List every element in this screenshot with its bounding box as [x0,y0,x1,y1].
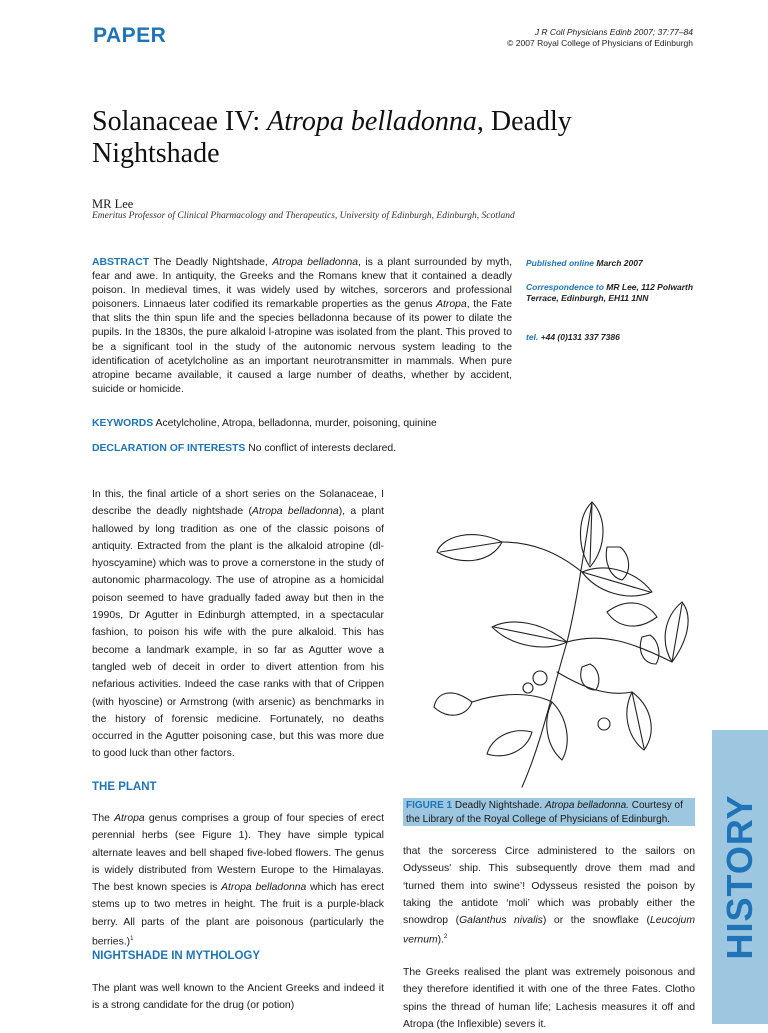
leaf [627,692,651,750]
caption-italic: Atropa belladonna. [544,800,629,811]
caption-text: Deadly Nightshade. [452,800,545,811]
keywords-text: Acetylcholine, Atropa, belladonna, murder, poisoning, quinine [153,418,437,429]
keywords [92,418,512,429]
body-text: The [92,813,115,824]
correspondence [526,282,696,304]
author-name: MR Lee [92,197,134,211]
body-text: genus comprises a group of four species of erect perennial herbs (see Figure 1). They have simple typical alternate leaves and bell shaped five-lobed flowers. The genus is widely distributed from Western Europe to the Himalayas. The best known species is [92,813,384,894]
berry [598,718,610,730]
belladonna-illustration [432,492,694,792]
abstract-italic: Atropa [436,299,467,311]
leaf [487,731,532,756]
body-italic: Leucojum vernum [403,915,695,946]
branch [472,695,552,703]
abstract-text: The Deadly Nightshade, [149,257,273,268]
tel-label: tel. [526,332,539,342]
declaration-text: No conflict of interests declared. [245,443,397,454]
section-tab-label: HISTORY [719,794,760,960]
abstract [92,256,512,397]
body-text: ). [437,934,445,946]
published-label: Published online [526,258,595,268]
body-text: ) or the snowflake ( [542,915,650,927]
section-heading-plant: THE PLANT [92,781,157,793]
leaf-vein [440,542,502,552]
column2-paragraph-1 [403,843,695,949]
tel-value: +44 (0)131 337 7386 [538,332,620,342]
journal-reference [507,27,693,49]
body-text: which has erect stems up to two metres in height. The fruit is a purple-black berry. All parts of the plant are poisonous (particularly the berries.) [92,882,384,948]
article-title [92,106,652,170]
keywords-label: KEYWORDS [92,418,154,429]
journal-citation: J R Coll Physicians Edinb 2007; 37:77–84 [534,27,693,37]
body-text: In this, the final article of a short series on the Solanaceae, I describe the deadly nightshade ( [92,489,384,518]
body-italic: Atropa [114,813,145,824]
paper-label: PAPER [93,24,167,47]
section-heading-mythology: NIGHTSHADE IN MYTHOLOGY [92,950,261,962]
leaf [434,693,472,715]
published-value: March 2007 [594,258,643,268]
leaf [547,702,567,760]
copyright-line: © 2007 Royal College of Physicians of Edinburgh [507,38,693,48]
declaration-label: DECLARATION OF INTERESTS [92,443,246,454]
figure-label: FIGURE 1 [406,800,453,811]
correspondence-value: MR Lee, 112 Polwarth Terrace, Edinburgh, EH11 1NN [526,282,694,303]
abstract-italic: Atropa belladonna [272,257,359,268]
reference-marker: 2 [444,934,448,941]
published-online [526,258,696,269]
berry [533,671,547,685]
body-text: that the sorceress Circe administered to the sailors on Odysseus' ship. This subsequently drove them mad and ‘turned them into swine’! Odysseus resisted the poison by taking the antidote ‘moli’ which was probably either the snowdrop ( [403,846,695,927]
leaf-vein [672,604,682,662]
correspondence-label: Correspondence to [526,282,604,292]
column2-paragraph-2: The Greeks realised the plant was extremely poisonous and they therefore identified it with one of the three Fates. Clotho spins the thread of human life; Lachesis measures it off and Atropa (the Inflexible) severs it. [403,967,695,1030]
berry [523,683,533,693]
title-part-3: , Deadly Nightshade [92,106,572,169]
reference-marker: 1 [130,936,134,943]
body-text: ), a plant hallowed by long tradition as one of the classic poisons of antiquity. Extracted from the plant is the alkaloid atropine (dl-hyoscyamine) which was to prove a cornerstone in the study of autonomic pharmacology. The use of atropine as a homicidal poison seemed to have gradually faded away but then in the 1990s, Dr Agutter in Edinburgh attempted, in a spectacular fashion, to poison his wife with the pure alkaloid. This has become a landmark example, in so far as Agutter wove a tangled web of deceit in order to divert attention from his nefarious activities. Indeed the case ranks with that of Crippen (with hyoscine) or Armstrong (with arsenic) as benchmarks in the history of forensic medicine. Fortunately, no deaths occurred in the Agutter poisoning case, but this was more due to good luck than other factors. [92,506,384,760]
body-italic: Galanthus nivalis [459,915,543,927]
title-part-1: Solanaceae IV: [92,106,268,137]
title-species: Atropa belladonna [267,106,477,137]
figure-caption [403,798,695,826]
declaration-of-interests [92,443,512,454]
body-italic: Atropa belladonna [221,882,307,894]
flower [606,547,628,580]
section-tab [712,730,768,1024]
caption-text: Courtesy of the Library of the Royal College of Physicians of Edinburgh. [406,800,683,825]
abstract-text: , the Fate that slits the thin spun life and the species belladonna because of its power to dilate the pupils. In the 1830s, the pure alkaloid l-atropine was isolated from the plant. This proved to be a significant tool in the study of the autonomic nervous system leading to the identification of acetylcholine as an important neurotransmitter in mammals. When pure atropine became available, it caused a large number of deaths, whether by accident, suicide or homicide. [92,299,512,395]
branch [502,542,582,572]
leaf [607,603,657,626]
intro-paragraph [92,486,384,763]
author-affiliation: Emeritus Professor of Clinical Pharmacology and Therapeutics, University of Edinburgh, Edinburgh, Scotland [92,211,515,221]
mythology-paragraph: The plant was well known to the Ancient Greeks and indeed it is a strong candidate for the drug (or potion) [92,983,384,1012]
body-italic: Atropa belladonna [251,506,339,518]
abstract-text: , is a plant surrounded by myth, fear and awe. In antiquity, the Greeks and the Romans knew that it contained a deadly poison. In medieval times, it was widely used by witches, sorcerors and professional poisoners. Linnaeus later codified its remarkable properties as the genus [92,257,512,311]
plant-paragraph [92,810,384,951]
telephone [526,332,696,343]
abstract-label: ABSTRACT [92,257,150,268]
